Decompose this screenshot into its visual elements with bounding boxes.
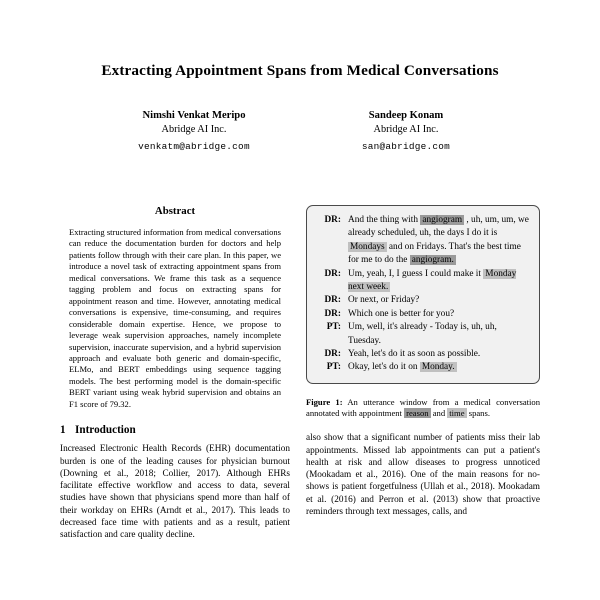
right-column [306,205,540,518]
utterance-row [311,308,529,321]
span-plain: and on Fridays. That's the best time for me to do the [348,241,521,266]
figure-1-caption [306,397,540,419]
abstract-heading: Abstract [154,205,196,217]
introduction-paragraph-right: also show that a significant number of patients miss their lab appointments. Missed lab appointments can put a patient's health at risk and allow diseases to progress unnoticed (Mookadam et al., 2016). One of the main reasons for no-shows is patient forgetfulness (Ullah et al., 2018). Mookadam et al. (2016) and Perron et al. (2013) show that proactive reminders through text messages, calls, and [306,433,540,517]
utterance-speaker: DR: [324,268,341,279]
utterance-text [348,321,529,348]
utterance-text [348,214,529,268]
utterance-row [311,348,529,361]
caption-time-tag: time [449,408,465,419]
introduction-paragraph-left: Increased Electronic Health Records (EHR) documentation burden is one of the leading causes for physician burnout (Downing et al., 2018; Collier, 2017). Although EHRs facilitate effective workflow and access to data, several studies have shown that physicians spend more than half of their workday on EHRs (Arndt et al., 2017). This leads to decreased face time with patients and as a result, patient satisfaction and care quality decline. [60,444,290,540]
span-time: Mondays [350,241,385,252]
utterance-text [348,294,529,307]
utterance-row [311,361,529,374]
section-title: Introduction [75,424,136,437]
section-number: 1 [60,424,66,437]
utterance-speaker: PT: [326,322,341,333]
utterance-speaker: DR: [324,295,341,306]
figure-label: Figure 1: [306,396,343,407]
utterance-text [348,308,529,321]
author-block-2 [300,108,512,154]
author-list [50,108,550,154]
section-heading-introduction [60,424,290,436]
author-affiliation: Abridge AI Inc. [161,124,227,135]
span-plain: , uh, um, um, we already scheduled, uh, the days I do it is [348,215,529,239]
span-plain: Okay, let's do it on [348,362,420,373]
abstract-body: Extracting structured information from medical conversations can reduce the documentation burden for doctors and help patients follow through with their care plan. In this paper, we introduce a novel task of extracting appointment spans from medical conversations. We frame this task as a sequence tagging problem and focus on extracting spans for appointment reason and time. However, annotating medical conversations is expensive, time-consuming, and requires considerable domain expertise. Hence, we propose to leverage weak supervision approaches, namely incomplete supervision, inaccurate supervision, and a hybrid supervision approach and evaluate both generic and domain-specific, ELMo, and BERT embeddings using sequence tagging models. The best performing model is the domain-specific BERT variant using weak hybrid supervision and obtains an F1 score of 79.32. [69,227,281,409]
author-block-1 [88,108,300,154]
utterance-speaker: DR: [324,308,341,319]
span-reason: angiogram [422,215,463,225]
span-time: Monday. [421,362,455,373]
utterance-speaker: DR: [324,349,341,360]
span-plain: Um, yeah, I, I guess I could make it [348,268,484,279]
span-time: Monday next week. [348,268,517,293]
span-plain: Which one is better for you? [348,308,455,319]
page-title: Extracting Appointment Spans from Medical Conversations [101,62,499,79]
author-affiliation: Abridge AI Inc. [373,124,439,135]
left-column [60,205,290,541]
utterance-row [311,321,529,348]
figure-1-box [306,205,540,384]
utterance-text [348,348,529,361]
utterance-text [348,268,529,295]
utterance-speaker: DR: [324,215,341,225]
author-email[interactable]: san@abridge.com [361,140,451,152]
span-reason: angiogram. [411,255,454,266]
utterance-row [311,268,529,295]
utterance-speaker: PT: [326,362,341,373]
author-name: Nimshi Venkat Meripo [142,110,246,121]
utterance-list [311,214,529,375]
figure-caption-text-1: An utterance window from a medical conversation annotated with appointment [306,396,541,419]
span-plain: Or next, or Friday? [348,295,420,306]
utterance-row [311,294,529,307]
span-plain: Um, well, it's already - Today is, uh, uh, Tuesday. [348,322,497,346]
figure-caption-text-2: spans. [468,408,490,419]
author-email[interactable]: venkatm@abridge.com [138,140,250,152]
utterance-table [311,214,529,375]
figure-caption-conjunction: and [432,408,446,419]
caption-reason-tag: reason [406,408,429,419]
utterance-text [348,361,529,374]
author-name: Sandeep Konam [368,110,444,121]
span-plain: And the thing with [348,215,421,225]
span-plain: Yeah, let's do it as soon as possible. [348,349,481,360]
utterance-row [311,214,529,268]
